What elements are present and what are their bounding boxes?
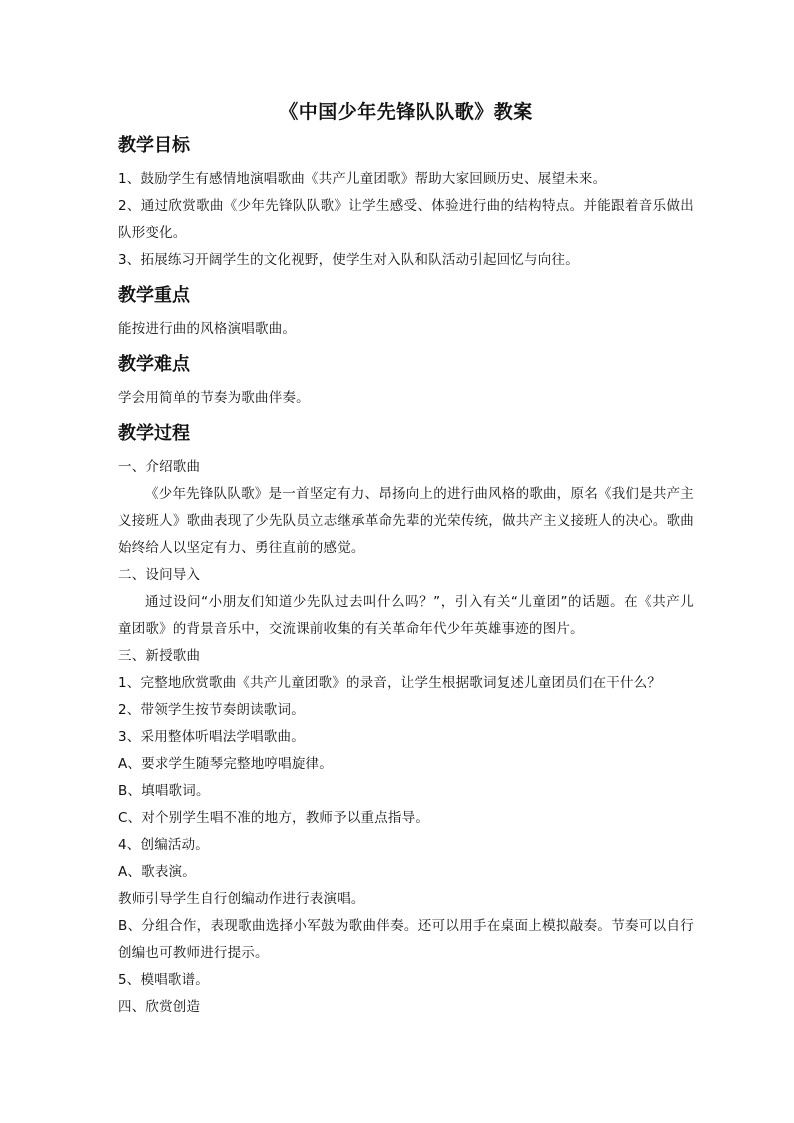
paragraph: 能按进行曲的风格演唱歌曲。 [118,321,297,337]
paragraph: 一、介绍歌曲 [118,459,201,475]
paragraph: B、分组合作，表现歌曲选择小军鼓为歌曲伴奏。还可以用手在桌面上模拟敲奏。节奏可以自行创编也可教师进行提示。 [118,918,694,961]
paragraph: B、填唱歌词。 [118,783,210,799]
paragraph: 通过设问“小朋友们知道少先队过去叫什么吗？”，引入有关“儿童团”的话题。在《共产儿童团歌》的背景音乐中，交流课前收集的有关革命年代少年英雄事迹的图片。 [118,594,694,637]
section-body [118,454,694,1021]
paragraph: 4、创编活动。 [118,837,209,853]
paragraph: A、要求学生随琴完整地哼唱旋律。 [118,756,333,772]
paragraph: 教师引导学生自行创编动作进行表演唱。 [118,891,365,907]
paragraph: 1、完整地欣赏歌曲《共产儿童团歌》的录音，让学生根据歌词复述儿童团员们在干什么？ [118,675,662,691]
paragraph: 5、模唱歌谱。 [118,972,209,988]
section-body [118,385,694,412]
section-heading: 教学难点 [118,354,190,375]
paragraph: 三、新授歌曲 [118,648,201,664]
paragraph: 2、带领学生按节奏朗读歌词。 [118,702,305,718]
paragraph: A、歌表演。 [118,864,196,880]
paragraph: 二、设问导入 [118,567,201,583]
paragraph: 3、采用整体听唱法学唱歌曲。 [118,729,305,745]
section-heading: 教学重点 [118,285,190,306]
section-body [118,166,694,274]
paragraph: 学会用简单的节奏为歌曲伴奏。 [118,390,310,406]
paragraph: 3、拓展练习开阔学生的文化视野，使学生对入队和队活动引起回忆与向往。 [118,252,579,268]
paragraph: 2、通过欣赏歌曲《少年先锋队队歌》让学生感受、体验进行曲的结构特点。并能跟着音乐做出队形变化。 [118,198,694,241]
section-heading: 教学过程 [118,423,190,444]
document-body [118,134,694,1021]
paragraph: 《少年先锋队队歌》是一首坚定有力、昂扬向上的进行曲风格的歌曲，原名《我们是共产主义接班人》歌曲表现了少先队员立志继承革命先辈的光荣传统，做共产主义接班人的决心。歌曲始终给人以坚定有力、勇往直前的感觉。 [118,486,694,556]
section-body [118,316,694,343]
paragraph: 1、鼓励学生有感情地演唱歌曲《共产儿童团歌》帮助大家回顾历史、展望未来。 [118,171,607,187]
paragraph: C、对个别学生唱不准的地方，教师予以重点指导。 [118,810,430,826]
document-title: 《中国少年先锋队队歌》教案 [279,101,533,123]
section-heading: 教学目标 [118,135,190,156]
paragraph: 四、欣赏创造 [118,999,201,1015]
